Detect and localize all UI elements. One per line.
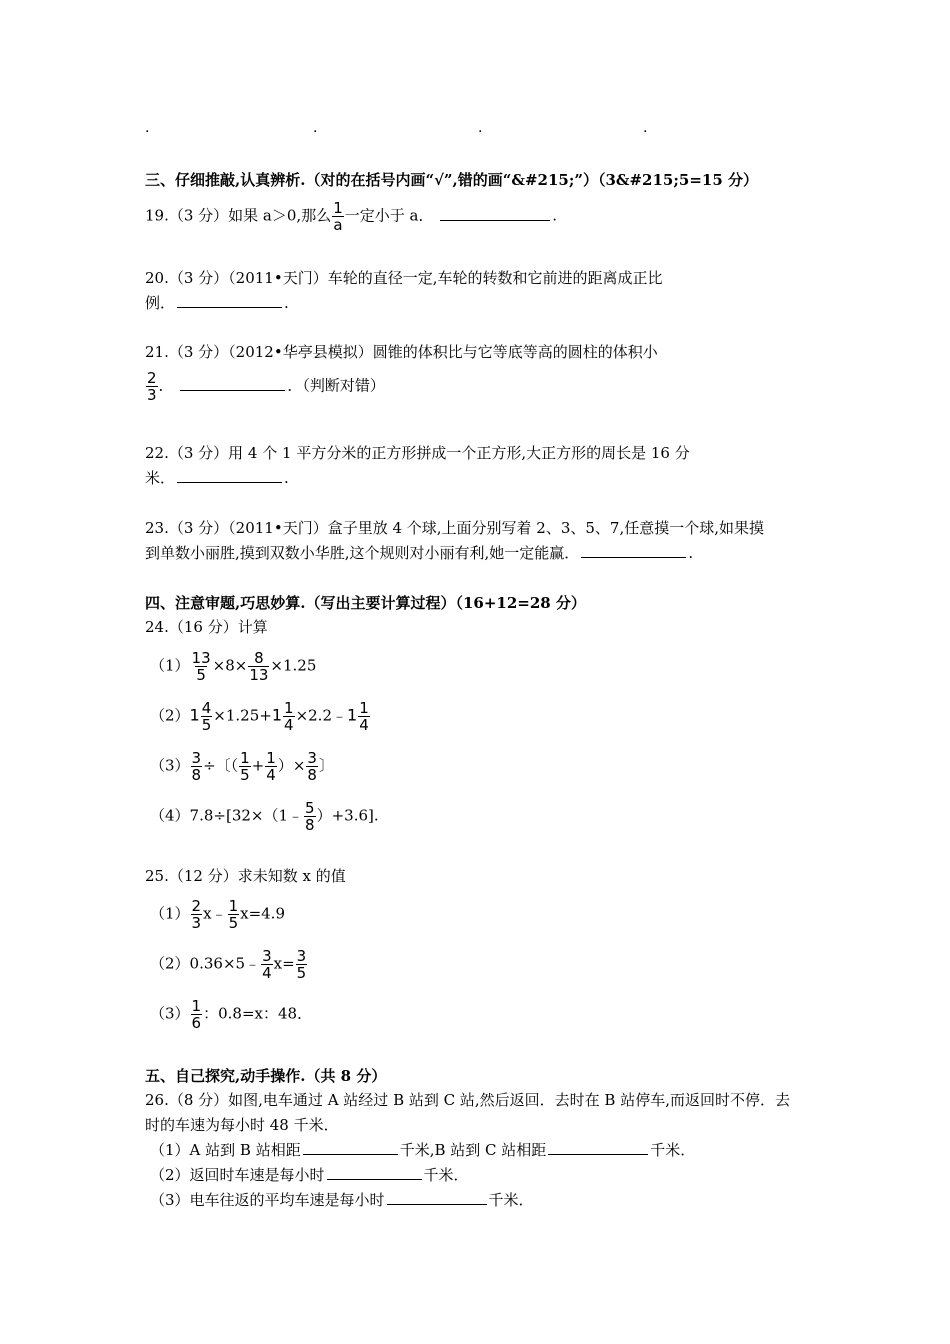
part-label: （2） [150,954,190,973]
q25-part2 [150,948,308,981]
expr-text: ×8× [212,656,248,675]
question-21-line2 [145,370,385,403]
numerator: 1 [191,997,202,1015]
denominator: a [333,216,343,234]
answer-blank[interactable] [548,1140,648,1155]
q19-suffix: 一定小于 a． [344,206,434,225]
dot: . [313,120,318,136]
q24-part3 [150,750,334,783]
part-text: 千米． [650,1141,696,1159]
q26-part1 [150,1140,695,1160]
question-19 [145,200,557,233]
part-text: （2）返回时车速是每小时 [150,1166,325,1184]
numerator: 2 [147,369,157,387]
denominator: 13 [249,666,269,684]
question-22-line2 [145,468,289,488]
denominator: 4 [359,716,369,734]
q26-part3 [150,1190,534,1210]
expr-text: 7.8÷[32×（1﹣ [189,806,304,825]
q25-part3 [150,998,312,1031]
answer-blank[interactable] [177,468,282,483]
denominator: 6 [191,1014,202,1032]
question-25-title: 25.（12 分）求未知数 x 的值 [145,867,346,885]
q22-text: 米． [145,469,176,487]
expr-text: x= [273,954,295,973]
fraction [296,948,308,981]
part-text: 千米． [488,1191,534,1209]
q26-part2 [150,1165,469,1185]
q24-part4 [150,800,379,833]
dot-row [145,120,655,140]
fraction [358,700,370,733]
denominator: 4 [284,716,294,734]
fraction [191,898,203,931]
expr-text: ×1.25+ [213,706,272,725]
part-label: （4） [150,806,190,825]
q24-part1 [150,650,316,683]
q23-end: . [688,544,694,562]
numerator: 1 [359,699,369,717]
expr-text: 〕 [318,756,334,775]
part-text: （1）A 站到 B 站相距 [150,1141,301,1159]
numerator: 4 [201,699,212,717]
denominator: 5 [201,716,212,734]
part-text: 千米． [423,1166,469,1184]
expr-text: x﹣ [203,904,227,923]
answer-blank[interactable] [581,543,686,558]
question-23-line2 [145,543,693,563]
fraction [265,750,277,783]
numerator: 3 [262,947,272,965]
part-text: （3）电车往返的平均车速是每小时 [150,1191,385,1209]
numerator: 3 [296,947,307,965]
part-label: （1） [150,904,190,923]
expr-text: + [251,756,265,775]
denominator: 8 [191,766,202,784]
expr-text: ÷〔（ [203,756,239,775]
part-label: （1） [150,656,190,675]
q22-end: . [284,469,289,487]
whole-number: 1 [189,705,200,725]
expr-text: ）× [277,756,306,775]
answer-blank[interactable] [177,293,282,308]
fraction [248,650,269,683]
fraction [304,800,316,833]
fraction [228,898,240,931]
denominator: 4 [262,964,272,982]
fraction [191,998,203,1031]
q20-end: . [284,294,289,312]
q21-mid: ． [158,376,174,395]
fraction [239,750,251,783]
answer-blank[interactable] [180,376,285,391]
numerator: 1 [266,749,276,767]
answer-blank[interactable] [303,1140,398,1155]
question-24-title: 24.（16 分）计算 [145,618,268,636]
numerator: 5 [305,799,315,817]
answer-blank[interactable] [387,1190,487,1205]
whole-number: 1 [271,705,283,725]
question-20-line2 [145,293,289,313]
q21-end: ．（判断对错） [287,376,385,395]
question-26-line2: 时的车速为每小时 48 千米． [145,1116,339,1134]
denominator: 4 [266,766,276,784]
denominator: 5 [240,766,250,784]
section5-heading: 五、自己探究,动手操作.（共 8 分） [145,1067,387,1085]
question-22-line1: 22.（3 分）用 4 个 1 平方分米的正方形拼成一个正方形,大正方形的周长是 16 分 [145,444,690,462]
answer-blank[interactable] [440,206,550,221]
numerator: 3 [191,749,202,767]
answer-blank[interactable] [327,1165,422,1180]
denominator: 5 [228,914,239,932]
expr-text: ×2.2﹣ [295,706,347,725]
q24-part2 [150,700,371,733]
denominator: 8 [307,766,317,784]
whole-number: 1 [347,705,358,725]
question-20-line1: 20.（3 分）（2011•天门）车轮的直径一定,车轮的转数和它前进的距离成正比 [145,269,663,287]
numerator: 1 [333,199,343,217]
numerator: 3 [307,749,317,767]
expr-text: x=4.9 [240,904,285,923]
expr-text: ×1.25 [270,656,317,675]
denominator: 5 [296,964,307,982]
q19-prefix: 19.（3 分）如果 a＞0,那么 [145,206,332,225]
part-text: 千米,B 站到 C 站相距 [399,1141,547,1159]
part-label: （3） [150,1004,190,1023]
dot: . [478,120,483,136]
denominator: 3 [191,914,202,932]
dot: . [643,120,648,136]
denominator: 3 [147,386,157,404]
part-label: （3） [150,756,190,775]
question-21-line1: 21.（3 分）（2012•华亭县模拟）圆锥的体积比与它等底等高的圆柱的体积小 [145,343,658,361]
q20-text: 例． [145,294,176,312]
fraction [283,700,295,733]
numerator: 1 [228,897,239,915]
fraction [261,948,273,981]
section3-heading: 三、仔细推敲,认真辨析.（对的在括号内画“√”,错的画“&#215;”）（3&#215;5=15 分） [145,171,758,189]
expr-text: ：0.8=x：48． [203,1004,313,1023]
denominator: 8 [305,816,315,834]
q19-fraction [332,200,344,233]
fraction [201,700,213,733]
question-26-line1: 26.（8 分）如图,电车通过 A 站经过 B 站到 C 站,然后返回．去时在 B 站停车,而返回时不停．去 [145,1091,790,1109]
q25-part1 [150,898,285,931]
q23-text: 到单数小丽胜,摸到双数小华胜,这个规则对小丽有利,她一定能赢． [145,544,580,562]
denominator: 5 [196,666,206,684]
numerator: 1 [240,749,250,767]
numerator: 2 [191,897,202,915]
numerator: 8 [254,649,264,667]
expr-text: ）+3.6]. [316,806,379,825]
q21-fraction [146,370,158,403]
q19-end: . [552,206,558,225]
fraction [191,750,203,783]
question-23-line1: 23.（3 分）（2011•天门）盒子里放 4 个球,上面分别写着 2、3、5、7,任意摸一个球,如果摸 [145,519,765,537]
part-label: （2） [150,706,190,725]
dot: . [145,120,150,136]
fraction [191,650,212,683]
section4-heading: 四、注意审题,巧思妙算.（写出主要计算过程）（16+12=28 分） [145,594,586,612]
numerator: 13 [191,649,211,667]
fraction [306,750,318,783]
numerator: 1 [284,699,294,717]
expr-text: 0.36×5﹣ [189,954,261,973]
